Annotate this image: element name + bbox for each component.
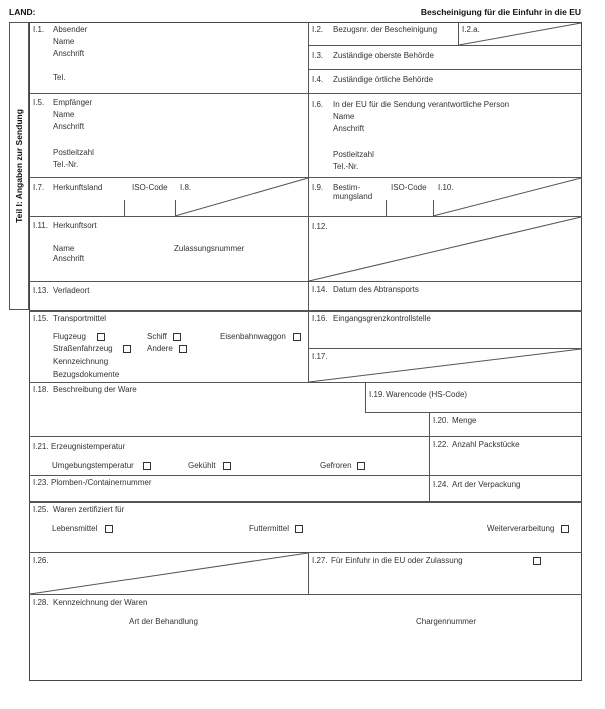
field-label: Warencode (HS-Code) bbox=[386, 390, 468, 399]
frozen-checkbox[interactable] bbox=[357, 462, 365, 470]
document-title: Bescheinigung für die Einfuhr in die EU bbox=[420, 7, 581, 17]
food-checkbox[interactable] bbox=[105, 525, 113, 533]
field-i6-responsible-person[interactable] bbox=[309, 94, 581, 176]
aircraft-checkbox[interactable] bbox=[97, 333, 105, 341]
field-label: Waren zertifiziert für bbox=[53, 505, 125, 514]
railway-wagon-checkbox[interactable] bbox=[293, 333, 301, 341]
field-i25-goods-certified-as[interactable] bbox=[30, 503, 581, 551]
field-i2-certificate-ref[interactable] bbox=[309, 23, 457, 44]
field-i4-local-authority[interactable] bbox=[309, 70, 581, 92]
field-i20-quantity[interactable] bbox=[430, 413, 581, 435]
field-number: I.25. bbox=[33, 505, 49, 514]
field-number: I.9. bbox=[312, 183, 324, 192]
field-i8-number: I.8. bbox=[180, 183, 192, 192]
ambient-checkbox[interactable] bbox=[143, 462, 151, 470]
field-label: Verladeort bbox=[53, 286, 90, 295]
option-ship-label: Schiff bbox=[147, 332, 167, 341]
field-i22-number-of-packages[interactable] bbox=[430, 437, 581, 474]
field-i15-means-of-transport[interactable] bbox=[30, 312, 307, 381]
field-label-cont: mungsland bbox=[333, 192, 373, 201]
field-label: In der EU für die Sendung verantwortliche Person bbox=[333, 100, 510, 109]
field-label: Herkunftsland bbox=[53, 183, 103, 192]
field-number: I.22. bbox=[433, 440, 449, 449]
option-ambient-label: Umgebungstemperatur bbox=[52, 461, 134, 470]
import-admission-checkbox[interactable] bbox=[533, 557, 541, 565]
field-sublabel-address: Anschrift bbox=[333, 124, 365, 133]
field-number: I.1. bbox=[33, 25, 45, 34]
field-sublabel-phone: Tel.-Nr. bbox=[333, 162, 359, 171]
field-label: Eingangsgrenzkontrollstelle bbox=[333, 314, 431, 323]
option-railway-label: Eisenbahnwaggon bbox=[220, 332, 286, 341]
field-i13-place-of-loading[interactable] bbox=[30, 282, 307, 309]
field-number: I.2.a. bbox=[462, 25, 480, 34]
field-i23-seal-container-number[interactable] bbox=[30, 476, 428, 500]
field-sublabel-name: Name bbox=[333, 112, 355, 121]
field-label: Bezugsnr. der Bescheinigung bbox=[333, 25, 438, 34]
field-i18-description-of-goods[interactable] bbox=[30, 383, 364, 435]
field-label: Herkunftsort bbox=[53, 221, 97, 230]
reference-documents-label: Bezugsdokumente bbox=[53, 370, 120, 379]
field-sublabel-postcode: Postleitzahl bbox=[53, 148, 94, 157]
field-i2a bbox=[459, 23, 581, 44]
field-i27-import-or-admission[interactable] bbox=[309, 553, 581, 593]
field-label: Plomben-/Containernummer bbox=[51, 478, 152, 487]
field-i24-type-of-packaging[interactable] bbox=[430, 476, 581, 500]
option-chilled-label: Gekühlt bbox=[188, 461, 216, 470]
field-number: I.5. bbox=[33, 98, 45, 107]
field-number: I.28. bbox=[33, 598, 49, 607]
identification-label: Kennzeichnung bbox=[53, 357, 109, 366]
field-label: Erzeugnistemperatur bbox=[51, 442, 126, 451]
field-i12-number: I.12. bbox=[312, 222, 328, 231]
approval-number-label: Zulassungsnummer bbox=[174, 244, 245, 253]
field-i10-number: I.10. bbox=[438, 183, 454, 192]
field-label: Menge bbox=[452, 416, 477, 425]
field-label: Datum des Abtransports bbox=[333, 285, 419, 294]
field-i5-consignee[interactable] bbox=[30, 94, 307, 176]
option-feed-label: Futtermittel bbox=[249, 524, 290, 533]
field-i7-country-of-origin[interactable] bbox=[30, 178, 175, 215]
section-label: Teil I: Angaben zur Sendung bbox=[14, 109, 24, 223]
field-number: I.7. bbox=[33, 183, 45, 192]
field-sublabel-address: Anschrift bbox=[53, 49, 85, 58]
chilled-checkbox[interactable] bbox=[223, 462, 231, 470]
field-number: I.2. bbox=[312, 25, 324, 34]
field-number: I.16. bbox=[312, 314, 328, 323]
field-sublabel-address: Anschrift bbox=[53, 122, 85, 131]
field-i16-border-control-post[interactable] bbox=[309, 312, 581, 347]
field-label: Für Einfuhr in die EU oder Zulassung bbox=[331, 556, 463, 565]
field-i14-departure-date[interactable] bbox=[309, 282, 581, 309]
field-number: I.11. bbox=[33, 221, 48, 230]
field-sublabel-name: Name bbox=[53, 37, 75, 46]
option-road-vehicle-label: Straßenfahrzeug bbox=[53, 344, 113, 353]
field-label: Zuständige örtliche Behörde bbox=[333, 75, 434, 84]
field-number: I.18. bbox=[33, 385, 49, 394]
field-number: I.27. bbox=[312, 556, 328, 565]
field-number: I.15. bbox=[33, 314, 49, 323]
road-vehicle-checkbox[interactable] bbox=[123, 345, 131, 353]
field-number: I.21. bbox=[33, 442, 49, 451]
ship-checkbox[interactable] bbox=[173, 333, 181, 341]
field-sublabel-phone: Tel.-Nr. bbox=[53, 160, 79, 169]
option-further-processing-label: Weiterverarbeitung bbox=[487, 524, 555, 533]
field-label: Anzahl Packstücke bbox=[452, 440, 520, 449]
field-number: I.24. bbox=[433, 480, 449, 489]
field-i26-number: I.26. bbox=[33, 556, 49, 565]
field-i1-consignor[interactable] bbox=[30, 23, 307, 92]
field-label: Beschreibung der Ware bbox=[53, 385, 137, 394]
iso-code-label: ISO-Code bbox=[391, 183, 427, 192]
option-other-label: Andere bbox=[147, 344, 173, 353]
field-sublabel-name: Name bbox=[53, 110, 75, 119]
field-number: I.20. bbox=[433, 416, 449, 425]
further-processing-checkbox[interactable] bbox=[561, 525, 569, 533]
field-label: Empfänger bbox=[53, 98, 93, 107]
field-sublabel-name: Name bbox=[53, 244, 75, 253]
field-label: Kennzeichnung der Waren bbox=[53, 598, 148, 607]
option-frozen-label: Gefroren bbox=[320, 461, 352, 470]
other-transport-checkbox[interactable] bbox=[179, 345, 187, 353]
field-number: I.14. bbox=[312, 285, 328, 294]
field-sublabel-postcode: Postleitzahl bbox=[333, 150, 374, 159]
option-aircraft-label: Flugzeug bbox=[53, 332, 86, 341]
field-i19-commodity-code[interactable] bbox=[366, 383, 581, 411]
field-i11-place-of-origin[interactable] bbox=[30, 217, 307, 280]
treatment-type-column: Art der Behandlung bbox=[129, 617, 198, 626]
field-label: Transportmittel bbox=[53, 314, 107, 323]
option-food-label: Lebensmittel bbox=[52, 524, 98, 533]
field-sublabel-address: Anschrift bbox=[53, 254, 85, 263]
field-number: I.3. bbox=[312, 51, 324, 60]
batch-number-column: Chargennummer bbox=[416, 617, 477, 626]
field-label: Absender bbox=[53, 25, 88, 34]
field-label: Bestim- bbox=[333, 183, 361, 192]
field-label: Art der Verpackung bbox=[452, 480, 521, 489]
field-i21-product-temperature[interactable] bbox=[30, 437, 428, 474]
feed-checkbox[interactable] bbox=[295, 525, 303, 533]
field-label: Zuständige oberste Behörde bbox=[333, 51, 434, 60]
field-number: I.6. bbox=[312, 100, 324, 109]
field-number: I.19. bbox=[369, 390, 385, 399]
field-number: I.13. bbox=[33, 286, 49, 295]
field-i28-identification-of-goods[interactable] bbox=[30, 595, 581, 680]
iso-code-label: ISO-Code bbox=[132, 183, 168, 192]
field-number: I.4. bbox=[312, 75, 324, 84]
field-sublabel-phone: Tel. bbox=[53, 73, 66, 82]
field-i9-country-of-destination[interactable] bbox=[309, 178, 433, 215]
field-i17-number: I.17. bbox=[312, 352, 328, 361]
field-i3-central-authority[interactable] bbox=[309, 46, 581, 68]
country-label: LAND: bbox=[9, 7, 36, 17]
field-number: I.23. bbox=[33, 478, 49, 487]
